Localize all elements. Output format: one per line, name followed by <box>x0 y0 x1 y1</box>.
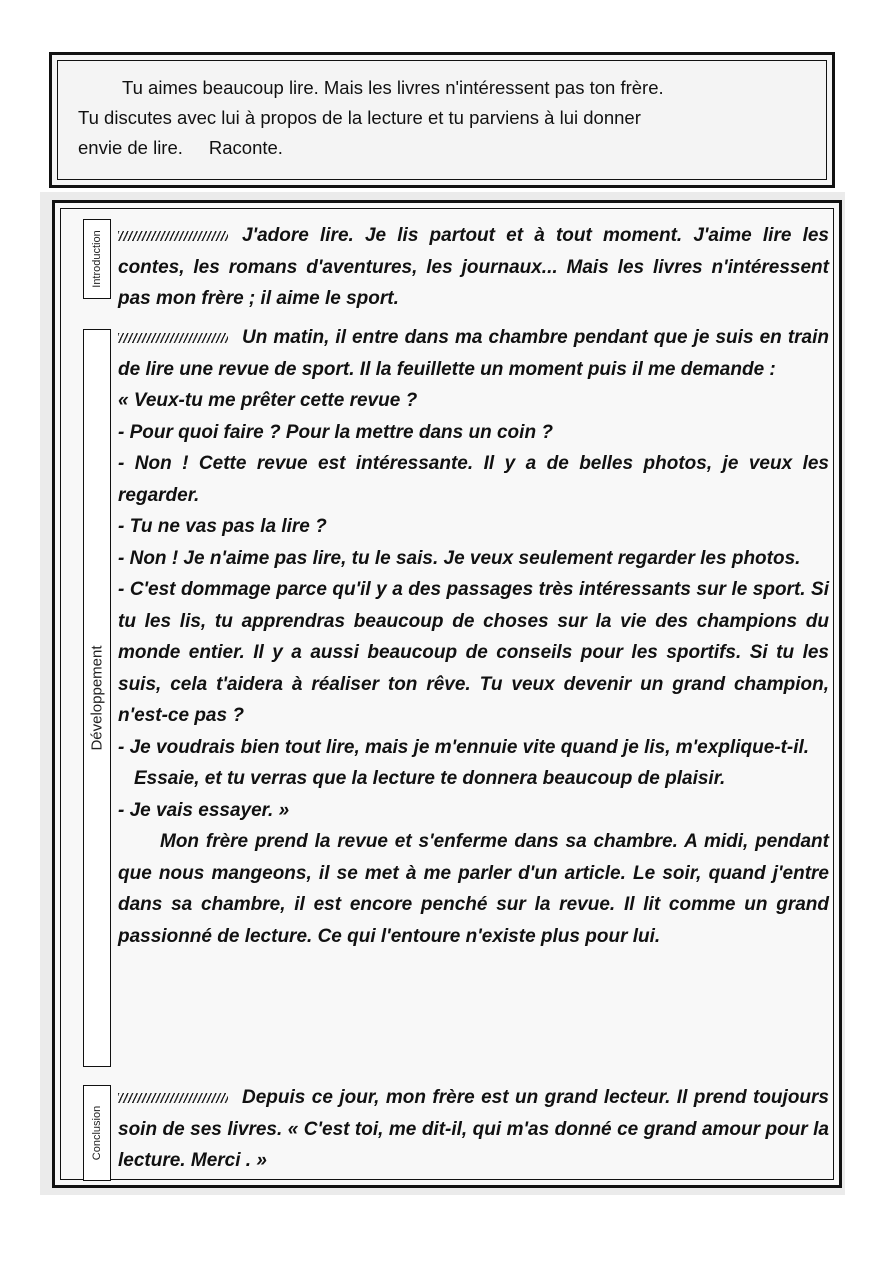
prompt-line-2: Tu discutes avec lui à propos de la lecture et tu parviens à lui donner <box>78 107 641 128</box>
prompt-line-3 <box>78 133 806 163</box>
dialogue-line: - C'est dommage parce qu'il y a des passages très intéressants sur le sport. Si tu les lis, tu apprendras beaucoup de choses sur la vie des champions du monde entier. Il y a aussi beaucoup de conseils pour les sportifs. Si tu les suis, cela t'aidera à réaliser ton rêve. Tu veux devenir un grand champion, n'est-ce pas ? <box>118 579 829 726</box>
label-introduction-text: Introduction <box>91 230 103 288</box>
label-conclusion-text: Conclusion <box>91 1105 103 1161</box>
essaie-line: Essaie, et tu verras que la lecture te donnera beaucoup de plaisir. <box>134 768 726 789</box>
label-introduction <box>83 219 111 299</box>
prompt-box <box>49 52 835 188</box>
hatch-mark <box>118 1093 228 1103</box>
introduction-paragraph <box>118 220 829 315</box>
hatch-mark <box>118 231 228 241</box>
closing-dialogue-line: - Je vais essayer. » <box>118 799 290 821</box>
conclusion-paragraph <box>118 1082 829 1177</box>
dialogue-line: - Pour quoi faire ? Pour la mettre dans un coin ? <box>118 421 553 443</box>
label-developpement <box>83 329 111 1067</box>
section-conclusion <box>118 1082 829 1177</box>
narration-paragraph: Mon frère prend la revue et s'enferme dans sa chambre. A midi, pendant que nous mangeons, il se met à me parler d'un article. Le soir, quand j'entre dans sa chambre, il est encore penché sur la revue. Il lit comme un grand passionné de lecture. Ce qui l'entoure n'existe plus pour lui. <box>118 831 829 947</box>
introduction-text: J'adore lire. Je lis partout et à tout moment. J'aime lire les contes, les romans d'aventures, les journaux... Mais les livres n'intéressent pas mon frère ; il aime le sport. <box>118 225 829 309</box>
prompt-inner <box>57 60 827 180</box>
section-introduction <box>118 220 829 315</box>
conclusion-text: Depuis ce jour, mon frère est un grand lecteur. Il prend toujours soin de ses livres. « C'est toi, me dit-il, qui m'as donné ce grand amour pour la lecture. Merci . » <box>118 1087 829 1171</box>
dialogue-line: - Tu ne vas pas la lire ? <box>118 516 327 537</box>
dialogue-line: « Veux-tu me prêter cette revue ? <box>118 390 418 411</box>
developpement-opening <box>118 322 829 385</box>
label-developpement-text: Développement <box>88 645 106 751</box>
label-conclusion <box>83 1085 111 1181</box>
dialogue-line: - Je voudrais bien tout lire, mais je m'ennuie vite quand je lis, m'explique-t-il. <box>118 736 810 758</box>
hatch-mark <box>118 333 228 343</box>
prompt-line-1: Tu aimes beaucoup lire. Mais les livres n'intéressent pas ton frère. <box>122 77 664 98</box>
developpement-opening-text: Un matin, il entre dans ma chambre pendant que je suis en train de lire une revue de sport. Il la feuillette un moment puis il me demande : <box>118 327 829 380</box>
dialogue-line: - Non ! Cette revue est intéressante. Il y a de belles photos, je veux les regarder. <box>118 453 829 506</box>
prompt-raconte: Raconte. <box>208 137 283 158</box>
dialogue-line: - Non ! Je n'aime pas lire, tu le sais. Je veux seulement regarder les photos. <box>118 547 801 569</box>
prompt-line-3-text: envie de lire. <box>78 137 183 158</box>
section-developpement <box>118 322 829 952</box>
